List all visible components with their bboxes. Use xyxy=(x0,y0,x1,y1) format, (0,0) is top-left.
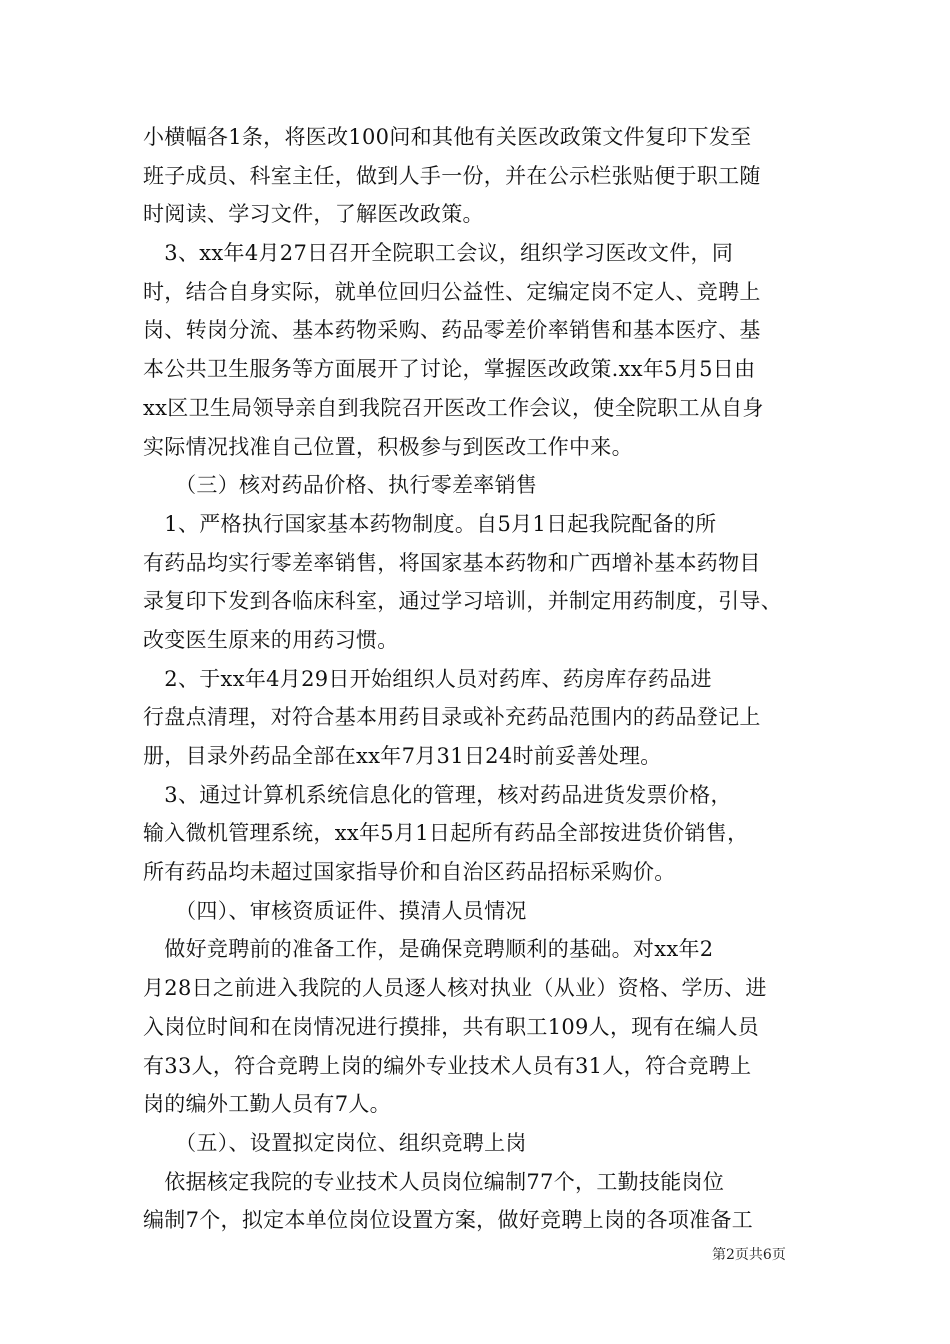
text-line: 所有药品均未超过国家指导价和自治区药品招标采购价。 xyxy=(143,860,676,885)
text-line: 岗、转岗分流、基本药物采购、药品零差价率销售和基本医疗、基 xyxy=(143,318,761,343)
text-line: 入岗位时间和在岗情况进行摸排，共有职工109人，现有在编人员 xyxy=(143,1014,760,1039)
document-body xyxy=(143,118,815,1240)
text-line: 时，结合自身实际，就单位回归公益性、定编定岗不定人、竞聘上 xyxy=(143,279,761,304)
text-line: 小横幅各1条，将医改100问和其他有关医改政策文件复印下发至 xyxy=(143,125,752,149)
text-line: 改变医生原来的用药习惯。 xyxy=(143,627,399,652)
text-line: 实际情况找准自己位置，积极参与到医改工作中来。 xyxy=(143,434,633,459)
page-number: 第2页共6页 xyxy=(712,1247,786,1263)
text-line: 本公共卫生服务等方面展开了讨论，掌握医改政策.xx年5月5日由 xyxy=(143,357,756,382)
text-line: 册，目录外药品全部在xx年7月31日24时前妥善处理。 xyxy=(143,744,662,768)
text-line: 3、通过计算机系统信息化的管理，核对药品进货发票价格， xyxy=(143,782,732,807)
text-line: 输入微机管理系统，xx年5月1日起所有药品全部按进货价销售， xyxy=(143,821,749,846)
text-line: 行盘点清理，对符合基本用药目录或补充药品范围内的药品登记上 xyxy=(143,705,761,730)
section-heading: （四）、审核资质证件、摸清人员情况 xyxy=(143,898,527,923)
text-line: 岗的编外工勤人员有7人。 xyxy=(143,1092,391,1117)
text-line: 有33人，符合竞聘上岗的编外专业技术人员有31人，符合竞聘上 xyxy=(143,1053,752,1078)
text-line: 有药品均实行零差率销售，将国家基本药物和广西增补基本药物目 xyxy=(143,550,761,575)
text-line: 月28日之前进入我院的人员逐人核对执业（从业）资格、学历、进 xyxy=(143,976,767,1001)
text-line: 班子成员、科室主任，做到人手一份，并在公示栏张贴便于职工随 xyxy=(143,163,761,188)
text-line: 录复印下发到各临床科室，通过学习培训，并制定用药制度，引导、 xyxy=(143,589,782,614)
text-line: 编制7个，拟定本单位岗位设置方案，做好竞聘上岗的各项准备工 xyxy=(143,1208,754,1233)
section-heading: （五）、设置拟定岗位、组织竞聘上岗 xyxy=(143,1130,527,1155)
text-line: 1、严格执行国家基本药物制度。自5月1日起我院配备的所 xyxy=(143,511,717,536)
text-line: 时阅读、学习文件，了解医改政策。 xyxy=(143,202,484,227)
text-line: 做好竞聘前的准备工作，是确保竞聘顺利的基础。对xx年2 xyxy=(143,937,714,962)
section-heading: （三）核对药品价格、执行零差率销售 xyxy=(143,473,538,498)
text-line: 依据核定我院的专业技术人员岗位编制77个，工勤技能岗位 xyxy=(143,1169,725,1194)
text-line: 2、于xx年4月29日开始组织人员对药库、药房库存药品进 xyxy=(143,666,712,691)
text-line: 3、xx年4月27日召开全院职工会议，组织学习医改文件，同 xyxy=(143,241,734,266)
text-line: xx区卫生局领导亲自到我院召开医改工作会议，使全院职工从自身 xyxy=(143,395,764,420)
